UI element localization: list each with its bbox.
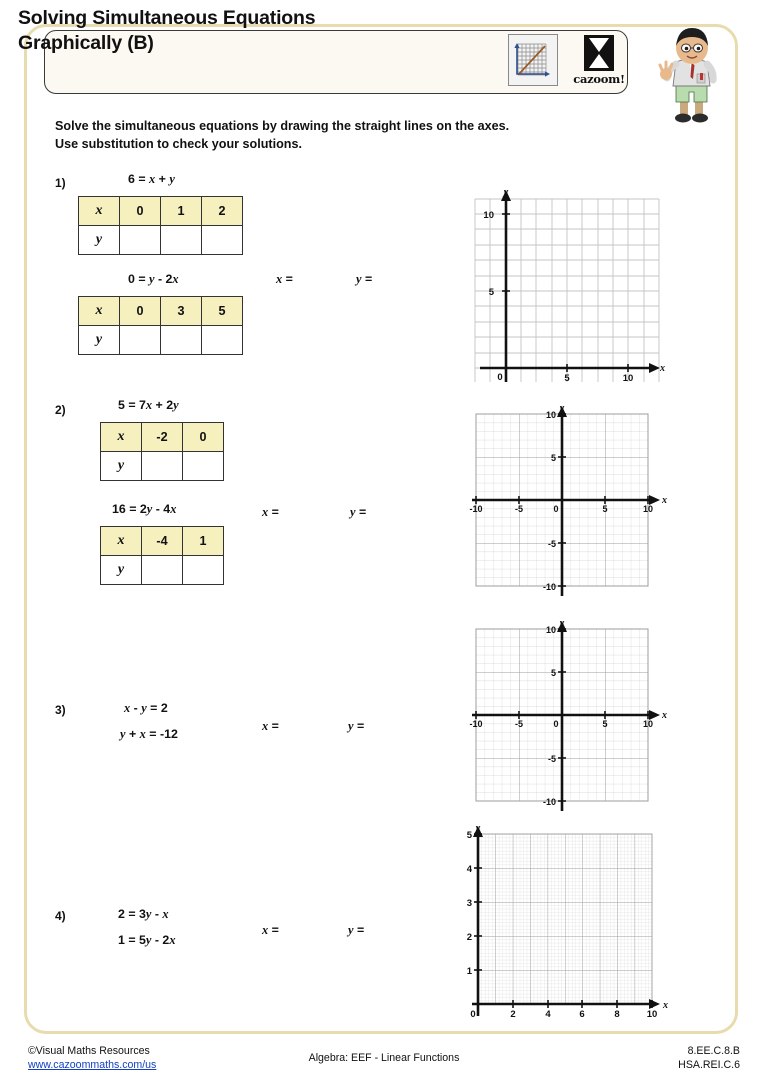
page-title-line-1: Solving Simultaneous Equations: [18, 7, 316, 29]
cazoom-wordmark: cazoom!: [573, 72, 625, 86]
cazoom-logo: [572, 35, 626, 89]
graph-1[interactable]: [466, 186, 666, 386]
svg-text:0: 0: [497, 372, 503, 383]
table-row: [101, 423, 224, 452]
table-body-var: y: [101, 556, 142, 585]
svg-text:y: y: [559, 618, 565, 629]
question-2-equation-2: 16 = 2y - 4x: [112, 502, 177, 516]
footer-standards: [678, 1044, 740, 1072]
svg-text:10: 10: [545, 625, 556, 635]
svg-text:-5: -5: [547, 539, 556, 549]
svg-text:0: 0: [470, 1009, 476, 1020]
question-2-table-2[interactable]: [100, 526, 224, 585]
svg-text:5: 5: [602, 719, 608, 729]
page-title-line-2: Graphically (B): [18, 32, 154, 54]
question-4-equation-2: 1 = 5y - 2x: [118, 933, 176, 947]
table-header-var: x: [79, 197, 120, 226]
question-4-equation-1: 2 = 3y - x: [118, 907, 169, 921]
svg-text:10: 10: [642, 719, 654, 729]
table-cell: -4: [142, 527, 183, 556]
question-1-equation-1: 6 = x + y: [128, 172, 175, 186]
svg-text:y: y: [475, 823, 481, 834]
question-number-3: 3): [55, 703, 66, 717]
question-1-equation-2: 0 = y - 2x: [128, 272, 179, 286]
table-cell: 0: [120, 297, 161, 326]
answer-cell[interactable]: [161, 226, 202, 255]
svg-text:-10: -10: [469, 504, 483, 514]
svg-text:4: 4: [545, 1009, 551, 1020]
svg-text:x: x: [663, 1000, 668, 1011]
question-3-answer-y[interactable]: y =: [348, 719, 365, 733]
svg-text:-10: -10: [542, 797, 556, 807]
answer-cell[interactable]: [142, 556, 183, 585]
table-row: [79, 297, 243, 326]
question-number-4: 4): [55, 909, 66, 923]
question-1-table-1[interactable]: [78, 196, 243, 255]
footer-topic: Algebra: EEF - Linear Functions: [308, 1052, 460, 1064]
svg-text:2: 2: [510, 1009, 516, 1020]
website-link[interactable]: www.cazoommaths.com/us: [28, 1059, 157, 1071]
question-2-equation-1: 5 = 7x + 2y: [118, 398, 179, 412]
question-2-answer-x[interactable]: x =: [262, 505, 279, 519]
svg-text:5: 5: [550, 453, 556, 463]
svg-text:x: x: [662, 495, 667, 506]
svg-text:10: 10: [545, 410, 556, 420]
question-1-table-2[interactable]: [78, 296, 243, 355]
svg-text:4: 4: [466, 864, 472, 875]
svg-text:y: y: [559, 403, 565, 414]
table-header-var: x: [101, 527, 142, 556]
svg-text:5: 5: [564, 373, 570, 384]
table-row: [101, 556, 224, 585]
page-title: [18, 6, 448, 56]
question-3-answer-x[interactable]: x =: [262, 719, 279, 733]
table-row: [101, 452, 224, 481]
question-4-answer-y[interactable]: y =: [348, 923, 365, 937]
answer-cell[interactable]: [142, 452, 183, 481]
svg-text:0: 0: [553, 504, 559, 514]
table-cell: -2: [142, 423, 183, 452]
svg-text:5: 5: [550, 668, 556, 678]
question-3-equation-1: x - y = 2: [124, 701, 168, 715]
table-body-var: y: [101, 452, 142, 481]
svg-text:x: x: [662, 710, 667, 721]
svg-text:10: 10: [622, 373, 634, 384]
table-row: [79, 197, 243, 226]
svg-text:-5: -5: [514, 504, 524, 514]
table-cell: 5: [202, 297, 243, 326]
line-graph-icon: [508, 34, 558, 86]
copyright-text: ©Visual Maths Resources: [28, 1045, 150, 1057]
instructions-line-2: Use substitution to check your solutions.: [55, 137, 303, 151]
svg-text:-10: -10: [469, 719, 483, 729]
svg-text:0: 0: [553, 719, 559, 729]
answer-cell[interactable]: [161, 326, 202, 355]
table-body-var: y: [79, 326, 120, 355]
svg-text:-10: -10: [542, 582, 556, 592]
table-row: [79, 226, 243, 255]
standard-code-2: HSA.REI.C.6: [678, 1059, 740, 1071]
graph-2[interactable]: [462, 400, 668, 606]
svg-text:5: 5: [602, 504, 608, 514]
table-header-var: x: [79, 297, 120, 326]
question-2-answer-y[interactable]: y =: [350, 505, 367, 519]
svg-text:8: 8: [614, 1009, 620, 1020]
svg-text:5: 5: [466, 830, 472, 841]
answer-cell[interactable]: [183, 452, 224, 481]
standard-code-1: 8.EE.C.8.B: [687, 1045, 740, 1057]
question-3-equation-2: y + x = -12: [120, 727, 178, 741]
student-mascot: [648, 24, 734, 124]
svg-text:-5: -5: [514, 719, 524, 729]
table-cell: 0: [183, 423, 224, 452]
answer-cell[interactable]: [202, 226, 243, 255]
answer-cell[interactable]: [183, 556, 224, 585]
svg-text:x: x: [660, 363, 665, 374]
table-cell: 0: [120, 197, 161, 226]
table-row: [79, 326, 243, 355]
question-4-answer-x[interactable]: x =: [262, 923, 279, 937]
svg-text:5: 5: [488, 287, 494, 298]
table-body-var: y: [79, 226, 120, 255]
table-row: [101, 527, 224, 556]
answer-cell[interactable]: [120, 226, 161, 255]
svg-text:10: 10: [483, 210, 494, 221]
instructions: [55, 117, 515, 153]
svg-text:2: 2: [466, 932, 472, 943]
table-cell: 1: [183, 527, 224, 556]
table-header-var: x: [101, 423, 142, 452]
table-cell: 2: [202, 197, 243, 226]
instructions-line-1: Solve the simultaneous equations by drawing the straight lines on the axes.: [55, 119, 510, 133]
svg-text:10: 10: [642, 504, 654, 514]
question-1-answer-x[interactable]: x =: [276, 272, 293, 286]
svg-text:-5: -5: [547, 754, 556, 764]
brand-logo: [508, 34, 626, 90]
question-number-1: 1): [55, 176, 66, 190]
graph-4[interactable]: [460, 818, 670, 1034]
answer-cell[interactable]: [202, 326, 243, 355]
svg-text:1: 1: [466, 966, 472, 977]
question-number-2: 2): [55, 403, 66, 417]
question-2-table-1[interactable]: [100, 422, 224, 481]
table-cell: 3: [161, 297, 202, 326]
graph-3[interactable]: [462, 615, 668, 821]
cazoom-mark-icon: [584, 35, 614, 71]
answer-cell[interactable]: [120, 326, 161, 355]
svg-text:3: 3: [466, 898, 472, 909]
question-1-answer-y[interactable]: y =: [356, 272, 373, 286]
table-cell: 1: [161, 197, 202, 226]
svg-text:y: y: [503, 187, 509, 198]
svg-text:6: 6: [579, 1009, 585, 1020]
svg-text:10: 10: [646, 1009, 658, 1020]
